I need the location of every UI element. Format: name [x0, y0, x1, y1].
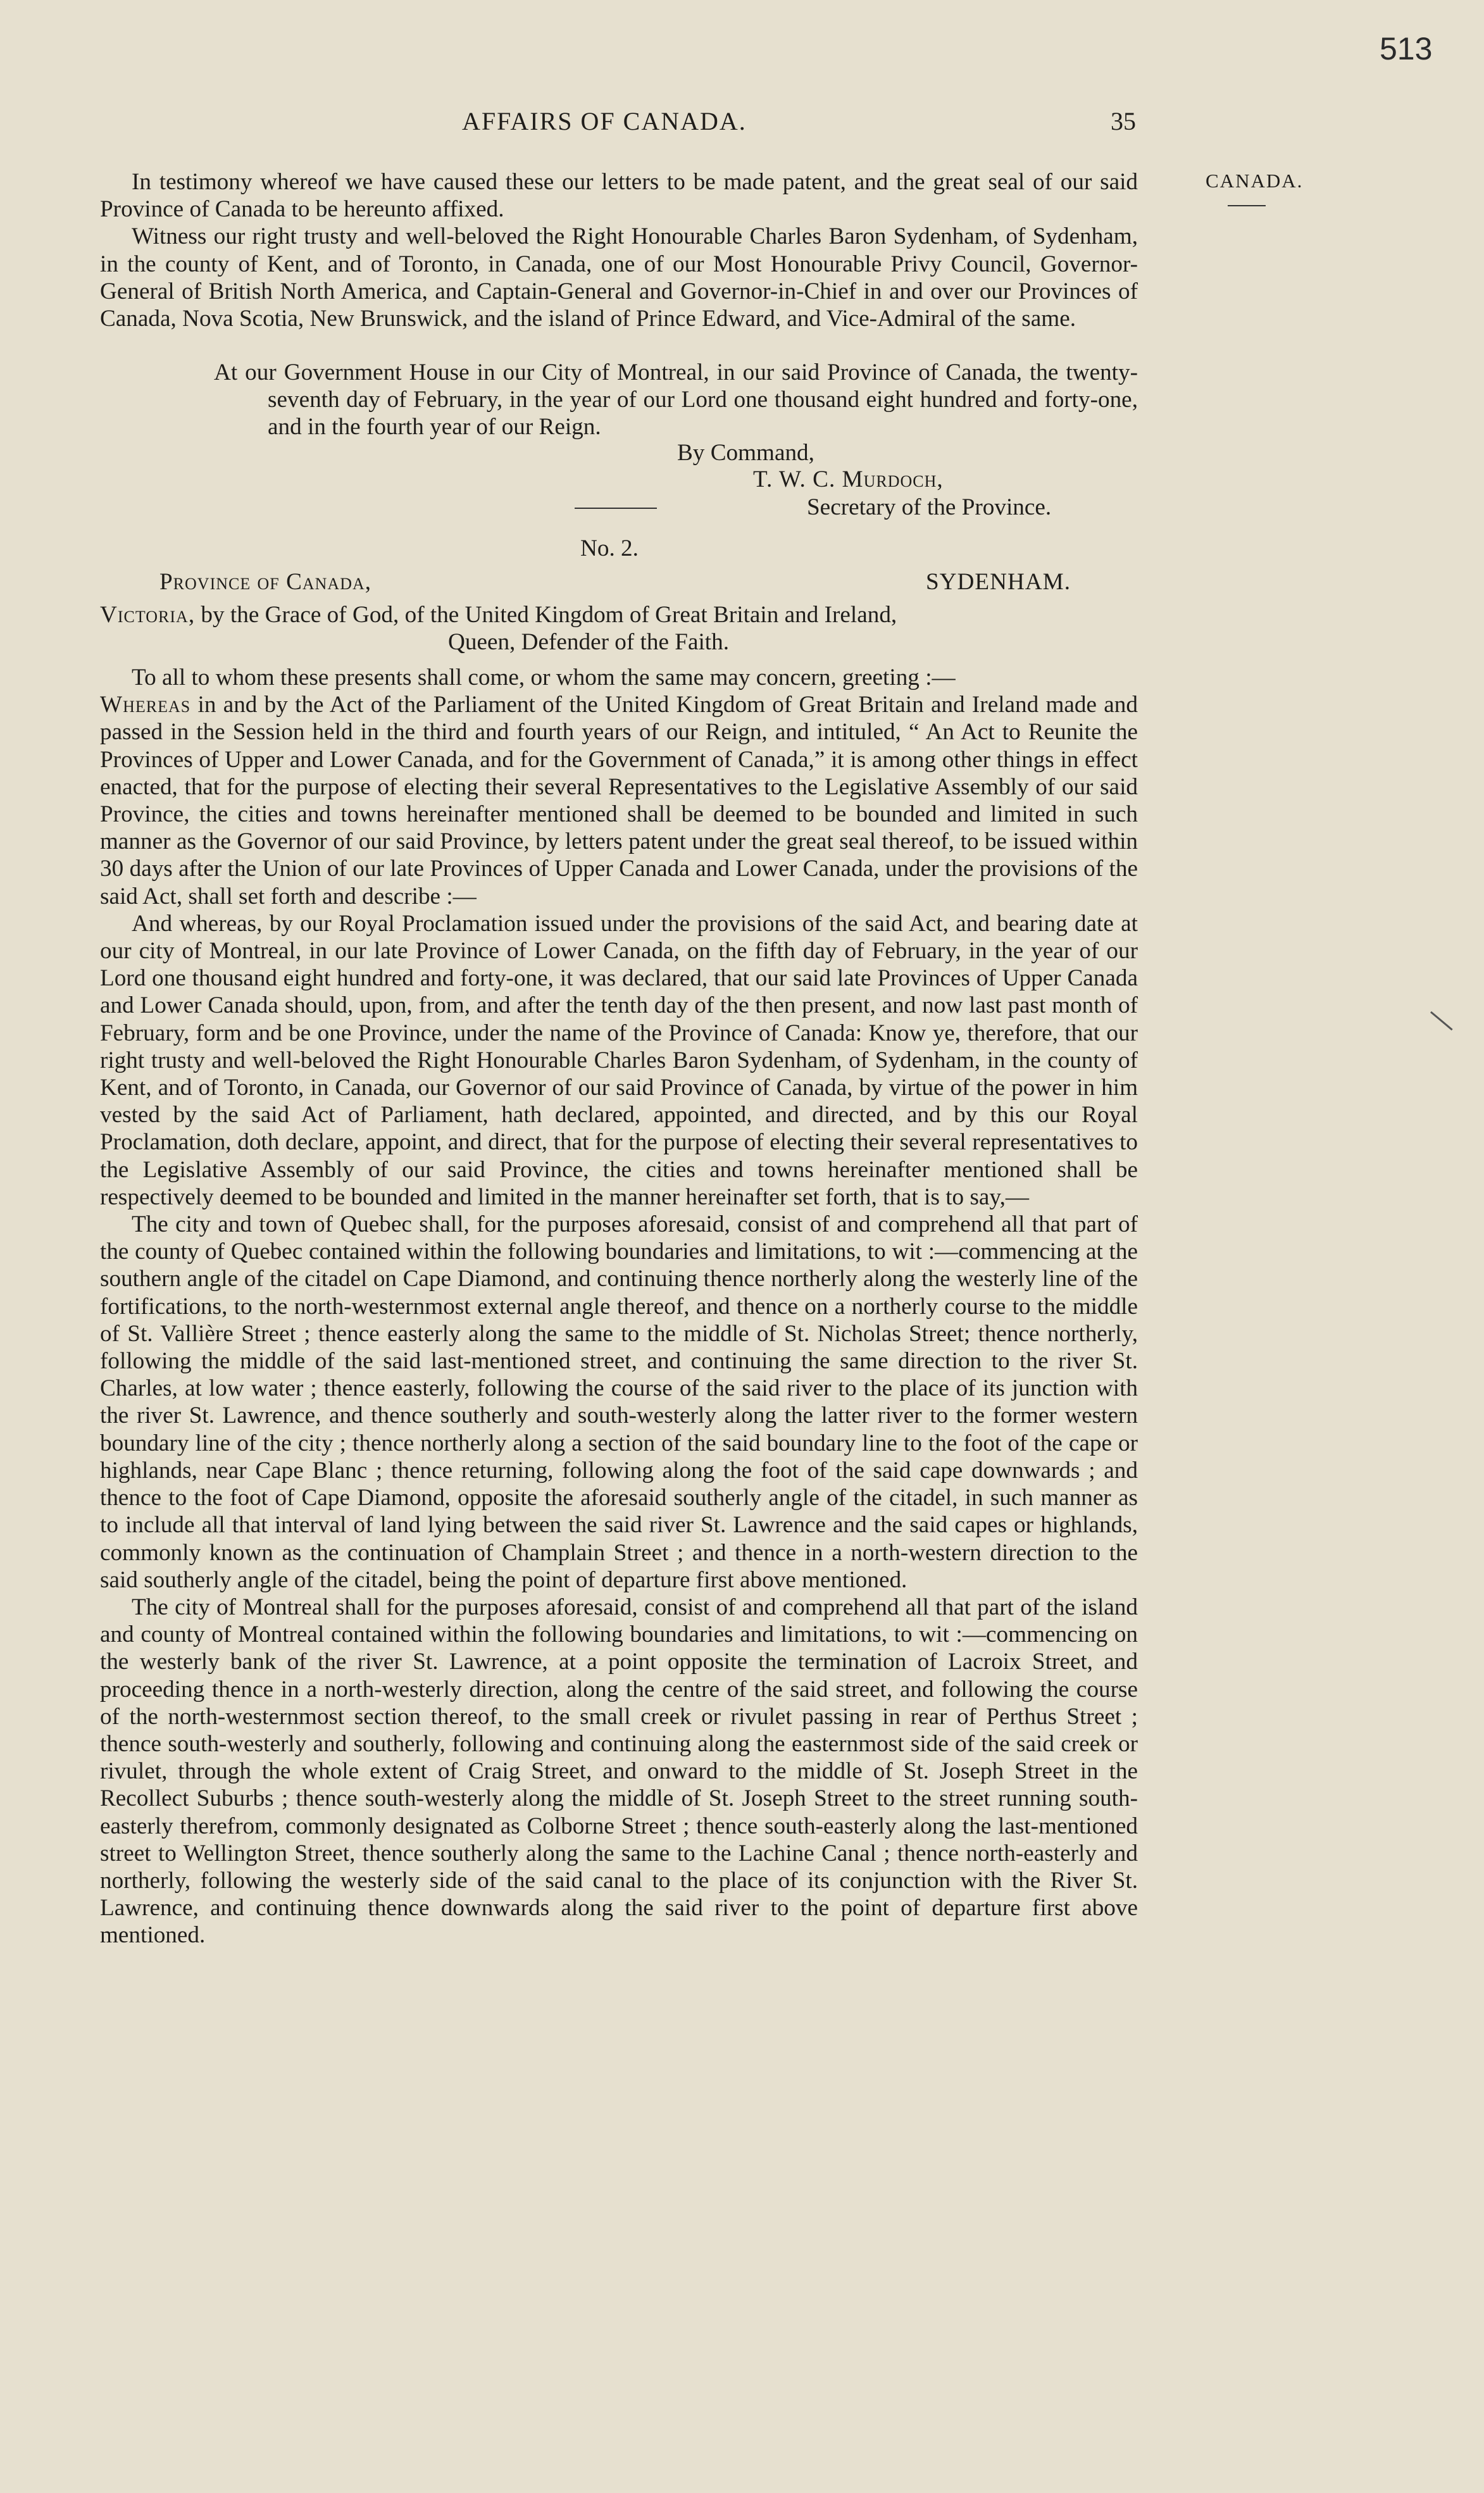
by-command: By Command,	[677, 440, 814, 466]
victoria-head: Victoria,	[100, 602, 196, 628]
given-at: At our Government House in our City of Montreal, in our said Province of Canada, the twenty-seventh day of February, in the year of our Lord one thousand eight hundred and forty-one, and in the fourth year of our Reign.	[214, 359, 1138, 440]
intro-block	[100, 168, 1138, 332]
whereas-head: Whereas	[100, 692, 191, 718]
signatory: T. W. C. Murdoch,	[753, 466, 944, 492]
margin-pencil-mark	[1430, 1011, 1453, 1031]
paragraph: In testimony whereof we have caused these our letters to be made patent, and the great seal of our said Province of Canada to be hereunto affixed.	[100, 169, 1138, 223]
doc-number: No. 2.	[580, 535, 639, 561]
margin-rule	[1228, 205, 1266, 206]
greeting: To all to whom these presents shall come, or whom the same may concern, greeting :—	[132, 665, 956, 690]
place-heading: SYDENHAM.	[926, 569, 1071, 595]
victoria-text-1: by the Grace of God, of the United Kingdom of Great Britain and Ireland,	[201, 602, 897, 628]
page-number: 513	[1380, 31, 1433, 66]
paragraph: And whereas, by our Royal Proclamation issued under the provisions of the said Act, and bearing date at our city of Montreal, in our late Province of Lower Canada, on the fifth day of February, in the year of our Lord one thousand eight hundred and forty-one, it was declared, that our said late Provinces of Upper Canada and Lower Canada should, upon, from, and after the tenth day of the then present, and now last past month of February, form and be one Province, under the name of the Province of Canada: Know ye, therefore, that our right trusty and well-beloved the Right Honourable Charles Baron Sydenham, of Sydenham, in the county of Kent, and of Toronto, in Canada, our Governor of our said Province of Canada, by virtue of the power in him vested by the said Act of Parliament, hath declared, appointed, and directed, and by this our Royal Proclamation, doth declare, appoint, and direct, that for the purpose of electing their several representatives to the Legislative Assembly of our said Province, the cities and towns hereinafter mentioned shall be respectively deemed to be bounded and limited in the manner hereinafter set forth, that is to say,—	[100, 910, 1138, 1210]
victoria-line-2: Queen, Defender of the Faith.	[448, 629, 730, 655]
paragraph: Witness our right trusty and well-beloved the Right Honourable Charles Baron Sydenham, of Sydenham, in the county of Kent, and of Toronto, in Canada, one of our Most Honourable Privy Council, Governor-General of British North America, and Captain-General and Governor-in-Chief in and over our Provinces of Canada, Nova Scotia, New Brunswick, and the island of Prince Edward, and Vice-Admiral of the same.	[100, 223, 1138, 332]
whereas-text: in and by the Act of the Parliament of the United Kingdom of Great Britain and Ireland made and passed in the Session held in the third and fourth years of our Reign, and intituled, “ An Act to Reunite the Provinces of Upper and Lower Canada, and for the Government of Canada,” it is among other things in effect enacted, that for the purpose of electing their several Representatives to the Legislative Assembly of our said Province, the cities and towns hereinafter mentioned shall be deemed to be bounded and limited in such manner as the Governor of our said Province, by letters patent under the great seal thereof, to be issued within 30 days after the Union of our late Provinces of Upper Canada and Lower Canada, under the provisions of the said Act, shall set forth and describe :—	[100, 692, 1138, 909]
divider	[575, 508, 657, 509]
province-heading: Province of Canada,	[159, 569, 372, 595]
body-block	[100, 664, 1138, 1949]
running-header: AFFAIRS OF CANADA.	[462, 107, 747, 135]
header-page-number: 35	[1111, 107, 1136, 135]
victoria-line-1	[100, 601, 897, 628]
signatory-title: Secretary of the Province.	[807, 494, 1052, 520]
paragraph: The city of Montreal shall for the purposes aforesaid, consist of and comprehend all that part of the island and county of Montreal contained within the following boundaries and limitations, to wit :—commencing on the westerly bank of the river St. Lawrence, at a point opposite the termination of Lacroix Street, and proceeding thence in a north-westerly direction, along the centre of the said street, and following the course of the north-westernmost section thereof, to the small creek or rivulet passing in rear of Perthus Street ; thence south-westerly and southerly, following and continuing along the easternmost side of the said creek or rivulet, through the whole extent of Craig Street, and onward to the middle of St. Joseph Street in the Recollect Suburbs ; thence south-westerly along the middle of St. Joseph Street to the street running south-easterly therefrom, commonly designated as Colborne Street ; thence south-easterly along the last-mentioned street to Wellington Street, thence southerly along the same to the Lachine Canal ; thence north-easterly and northerly, following the westerly side of the said canal to the place of its conjunction with the River St. Lawrence, and continuing thence downwards along the said river to the point of departure first above mentioned.	[100, 1594, 1138, 1949]
paragraph	[100, 691, 1138, 910]
paragraph: The city and town of Quebec shall, for the purposes aforesaid, consist of and comprehend all that part of the county of Quebec contained within the following boundaries and limitations, to wit :—commencing at the southern angle of the citadel on Cape Diamond, and continuing thence northerly along the westerly line of the fortifications, to the north-westernmost external angle thereof, and thence on a northerly course to the middle of St. Vallière Street ; thence easterly along the same to the middle of St. Nicholas Street; thence northerly, following the middle of the said last-mentioned street, and continuing the same direction to the river St. Charles, at low water ; thence easterly, following the course of the said river to the place of its junction with the river St. Lawrence, and thence southerly and south-westerly along the latter river to the former western boundary line of the city ; thence northerly along a section of the said boundary line to the foot of the cape or highlands, near Cape Blanc ; thence returning, following along the foot of the said cape downwards ; and thence to the foot of Cape Diamond, opposite the aforesaid southerly angle of the citadel, in such manner as to include all that interval of land lying between the said river St. Lawrence and the said capes or highlands, commonly known as the continuation of Champlain Street ; and thence in a north-western direction to the said southerly angle of the citadel, being the point of departure first above mentioned.	[100, 1211, 1138, 1593]
given-at-block	[214, 359, 1138, 441]
margin-note: CANADA.	[1206, 170, 1304, 192]
